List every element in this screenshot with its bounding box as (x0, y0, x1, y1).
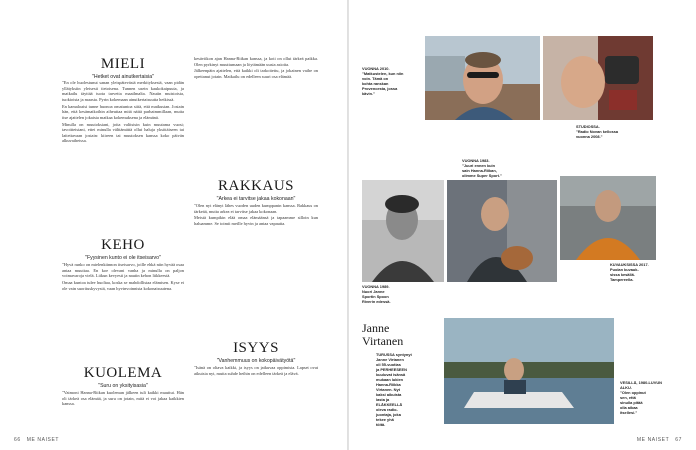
profile-name (362, 322, 432, 348)
photo-on-water (444, 318, 614, 424)
section-subtitle: "Vanhemmuus on kokopäivätyötä" (216, 358, 296, 364)
section-subtitle: "Arkea ei tarvitse jakaa kokonaan" (216, 196, 296, 202)
section-title: MIELI (100, 56, 146, 72)
caption-line: kaksi aikuista (376, 392, 402, 397)
paragraph: Omaa kuntoa tulee huoltaa, koska se mahdollistaa elämisen. Kyse ei ole vain suorituskyvystä, vaan hyvinvoinnista kokonaisuutena. (62, 279, 184, 291)
page-number: 67 (675, 437, 682, 443)
section-subtitle: "Fyysinen kunto ei ole itseisarvo" (85, 255, 161, 261)
page-footer-right (637, 437, 682, 443)
paragraph: kesäviikon ajan Hanna-Riikan kanssa, ja koti on ollut tärkeä paikka. Olen pyrkinyt muuttumaan ja löytämään uusia asioita. (194, 56, 318, 67)
caption-line: kohta ranskan (362, 81, 389, 86)
paragraph: Meistä kumpikin elää omaa elämäänsä ja tapaamme silloin kun haluamme. Se toimii meille hyvin ja antaa vapautta. (194, 215, 318, 226)
caption-1989 (362, 284, 444, 304)
photo-guitar (447, 180, 557, 282)
caption-line: sain Hanna-Riikan, (462, 168, 497, 173)
paragraph: "Isänä on oltava kaikki, ja isyys on jatkuvaa oppimista. Lapset ovat aikuisia nyt, mutta suhde heihin on edelleen tärkeä ja elävä. (194, 365, 318, 376)
page-footer-left (14, 437, 59, 443)
caption-line: "Juuri ennen kuin (462, 163, 495, 168)
caption-line: "Radio Novan kellossa (576, 129, 619, 134)
section-subtitle: "Suru on yksityisasia" (98, 383, 148, 389)
caption-line: VESILLÄ, 1980-LUVUN (620, 380, 662, 385)
section-title: KUOLEMA (83, 365, 163, 381)
section-title: ISYYS (233, 340, 279, 356)
caption-line: Nuori Janne (362, 289, 385, 294)
body-column-kuolema (62, 390, 184, 432)
caption-line: kävin." (362, 91, 375, 96)
caption-line: kuuluvat isänsä (376, 372, 406, 377)
section-heading-keho (68, 237, 178, 261)
paragraph: Minulla on muutoksiani, joita valitsisin kuin muutama vuosi; tavoitteistani, ettei minulla välttämättä ollut haluja yksittäiseen tai laitettavaan jostain: kiireen tai muutoksen kanssa koko päivän alkuvaiheissa. (62, 121, 184, 144)
caption-studio (576, 124, 656, 139)
caption-line: Puolan kuvauk- (610, 267, 639, 272)
section-heading-kuolema (68, 365, 178, 389)
body-column-continued (194, 56, 318, 166)
paragraph: "En ole huolestunut sanan yleispätevästä merkityksestä, vaan pidän yllätyksiin yleisesti tietoisena. Tunnen usein kaukokaipuuta, ja matkailu täyttää tuota tarvetta maailmalta. Nautin muistoista, tuokioista ja maasta. Pyrin kokemaan ainutkertaisuutta hetkissä. (62, 80, 184, 102)
caption-line: oli 55-vuotias (376, 362, 401, 367)
caption-line: KUVAUKSISSA 2017. (610, 262, 649, 267)
profile-first-name: Janne (362, 321, 390, 335)
body-column-isyys (194, 365, 318, 432)
caption-line: töitä. (376, 422, 386, 427)
body-column-rakkaus (194, 203, 318, 333)
caption-line: "Olen oppinut (620, 390, 646, 395)
photo-vacation-2010 (425, 36, 540, 120)
caption-line: Janne Virtanen (376, 357, 404, 362)
caption-line: Virtanen. Nyt (376, 387, 400, 392)
page-gutter (347, 0, 349, 450)
caption-biography (376, 352, 432, 427)
caption-vacation-2010 (362, 66, 420, 96)
caption-line: ALKU. (620, 385, 632, 390)
caption-line: "Matkustelen, kun niin (362, 71, 404, 76)
section-heading-mieli (68, 56, 178, 80)
caption-line: sinulla pitää (620, 400, 643, 405)
body-column-keho (62, 262, 184, 360)
caption-line: VUONNA 1983. (462, 158, 490, 163)
photo-bw-portrait (362, 180, 444, 282)
paragraph: En kamaloaisi tunne huonoa omatuntoa siitä, että matkustan. Jostain hän, että kesämatkoihin aiheuttaa mitä näitä parhaimmillaan, mutta itse ajattelen jokaista matkaa kokemuksena ja elämänä. (62, 103, 184, 120)
caption-line: Sportin Spoon (362, 294, 389, 299)
caption-line: juontaja, joka (376, 412, 401, 417)
body-column-mieli (62, 80, 184, 230)
section-heading-rakkaus (196, 178, 316, 202)
paragraph: "Vaimoni Hanna-Riikan kuoleman jälkeen tuli kaikki muuttui. Hän oli tärkeä osa elämää, ja suru on jotain, mitä ei voi jakaa kaikkien kanssa. (62, 390, 184, 407)
page-number: 66 (14, 437, 21, 443)
caption-line: sissa kesällä. (610, 272, 635, 277)
section-title: KEHO (101, 237, 145, 253)
caption-line: VUONNA 2010. (362, 66, 390, 71)
caption-line: mukaan lukien (376, 377, 404, 382)
caption-line: ELÄKKEELLÄ (376, 402, 403, 407)
photo-studio (543, 36, 653, 120)
caption-line: oleva radio- (376, 407, 398, 412)
caption-line: itsellesi." (620, 410, 638, 415)
caption-line: Tampereella. (610, 277, 634, 282)
caption-line: tekee yhä (376, 417, 394, 422)
caption-line: olla aikaa (620, 405, 638, 410)
profile-last-name: Virtanen (362, 334, 404, 348)
section-subtitle: "Hetket ovat ainutkertaisia" (92, 74, 154, 80)
caption-line: TURUSSA syntynyt (376, 352, 412, 357)
caption-line: Provencesta, jossa (362, 86, 398, 91)
paragraph: "Olen nyt elänyt lähes vuoden uuden kumppanin kanssa. Rakkaus on tärkeää, mutta arkea ei tarvitse jakaa kokonaan. (194, 203, 318, 214)
caption-line: STUDIOSSA. (576, 124, 600, 129)
caption-line: sen, että (620, 395, 636, 400)
caption-line: ja PERHEESEEN (376, 367, 407, 372)
paragraph: "Hyvä runko on mielenkiinnon itseisarvo, joille ehkä niin hyvää osaa antaa muuttaa. En koe olevani vanha ja minulla on paljon voimavaroja vielä. Liikun kevyesti ja nautin kehon liikkeestä. (62, 262, 184, 279)
magazine-name: ME NAISET (26, 437, 60, 443)
section-heading-isyys (196, 340, 316, 364)
caption-line: Riverin edessä. (362, 299, 391, 304)
caption-line: olimme Super Sport." (462, 173, 502, 178)
caption-line: Hanna-Riikka (376, 382, 401, 387)
caption-on-water (620, 380, 680, 415)
caption-line: voin. Tämä on (362, 76, 389, 81)
section-title: RAKKAUS (217, 178, 294, 194)
caption-line: lasta ja (376, 397, 390, 402)
caption-2017 (610, 262, 670, 282)
caption-line: VUONNA 1989. (362, 284, 390, 289)
caption-line: vuonna 2008." (576, 134, 603, 139)
photo-orange-jacket (560, 176, 656, 260)
paragraph: Jälkeenpäin ajattelen, että kaikki oli tarkoitettu, ja jokainen vaihe on opettanut jotain. Matkailu on edelleen suuri osa elämää. (194, 68, 318, 79)
caption-1983 (462, 158, 542, 178)
magazine-name: ME NAISET (636, 437, 670, 443)
